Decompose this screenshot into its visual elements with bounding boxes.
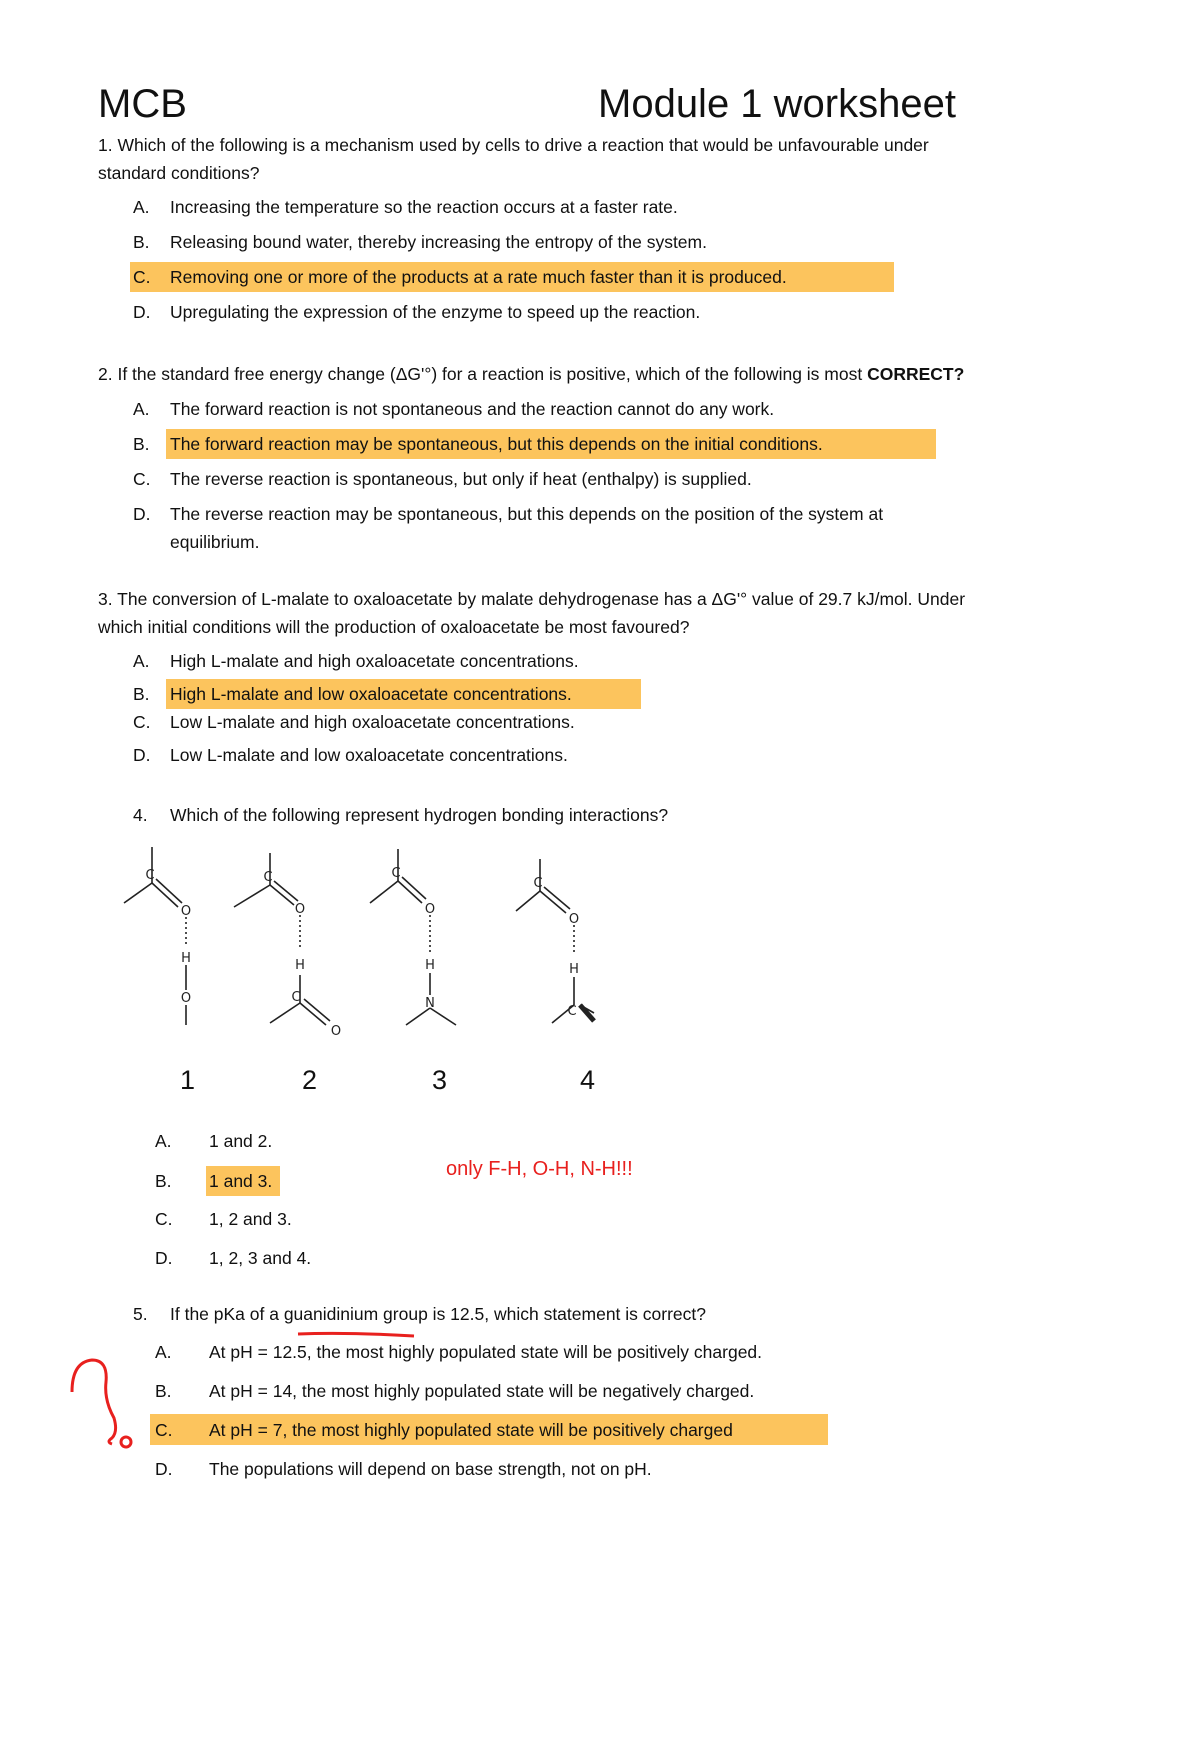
q4-text: 4. Which of the following represent hydrogen bonding interactions? <box>133 805 669 825</box>
q4-option-c: C. 1, 2 and 3. <box>155 1209 292 1229</box>
worksheet-title: Module 1 worksheet <box>598 82 956 126</box>
question-mark-annotation <box>62 1352 132 1452</box>
q5-text: 5. If the pKa of a guanidinium group is 12.5, which statement is correct? <box>133 1304 706 1324</box>
q5-option-a: A. At pH = 12.5, the most highly populated state will be positively charged. <box>155 1342 763 1362</box>
atom-o: O <box>180 991 192 1006</box>
q2-option-c: C. The reverse reaction is spontaneous, but only if heat (enthalpy) is supplied. <box>133 469 752 489</box>
q3-option-d: D. Low L-malate and low oxaloacetate concentrations. <box>133 745 568 765</box>
q1-option-a: A. Increasing the temperature so the reaction occurs at a faster rate. <box>133 197 678 217</box>
q2-text: 2. If the standard free energy change (ΔG'°) for a reaction is positive, which of the following is most CORRECT? <box>98 364 965 384</box>
q1-option-d: D. Upregulating the expression of the enzyme to speed up the reaction. <box>133 302 701 322</box>
q1-text-line2: standard conditions? <box>98 163 260 183</box>
q2-emphasis: CORRECT? <box>867 364 965 384</box>
atom-o: O <box>294 902 306 917</box>
structure-label-1: 1 <box>180 1065 196 1095</box>
atom-c: C <box>291 990 301 1005</box>
course-code: MCB <box>98 82 187 126</box>
structure-label-3: 3 <box>432 1065 448 1095</box>
atom-c: C <box>391 866 401 881</box>
q3-option-b: B. High L-malate and low oxaloacetate concentrations. <box>133 684 572 704</box>
atom-c: C <box>533 876 543 891</box>
atom-n: N <box>425 996 435 1011</box>
q2-option-d: D. The reverse reaction may be spontaneous, but this depends on the position of the system at <box>133 504 884 524</box>
handwritten-annotation: only F-H, O-H, N-H!!! <box>446 1158 633 1180</box>
q1-text-line1: 1. Which of the following is a mechanism used by cells to drive a reaction that would be unfavourable under <box>98 135 929 155</box>
atom-o: O <box>424 902 436 917</box>
q3-option-c: C. Low L-malate and high oxaloacetate concentrations. <box>133 712 575 732</box>
q2-option-b: B. The forward reaction may be spontaneous, but this depends on the initial conditions. <box>133 434 823 454</box>
atom-h: H <box>569 962 579 977</box>
atom-c: C <box>145 868 155 883</box>
atom-o: O <box>330 1024 342 1039</box>
q5-option-b: B. At pH = 14, the most highly populated state will be negatively charged. <box>155 1381 755 1401</box>
q2-option-a: A. The forward reaction is not spontaneous and the reaction cannot do any work. <box>133 399 775 419</box>
atom-o: O <box>180 904 192 919</box>
q1-option-b: B. Releasing bound water, thereby increasing the entropy of the system. <box>133 232 707 252</box>
q3-option-a: A. High L-malate and high oxaloacetate concentrations. <box>133 651 579 671</box>
atom-c: C <box>567 1004 577 1019</box>
q1-option-c: C. Removing one or more of the products at a rate much faster than it is produced. <box>133 267 787 287</box>
q4-option-a: A. 1 and 2. <box>155 1131 273 1151</box>
atom-h: H <box>181 951 191 966</box>
hydrogen-bond-structures <box>100 845 660 1045</box>
atom-h: H <box>425 958 435 973</box>
q3-text-line1: 3. The conversion of L-malate to oxaloacetate by malate dehydrogenase has a ΔG'° value of 29.7 kJ/mol. Under <box>98 589 966 609</box>
atom-c: C <box>263 870 273 885</box>
q2-option-d-continued: equilibrium. <box>170 532 260 552</box>
q5-option-c: C. At pH = 7, the most highly populated state will be positively charged <box>155 1420 733 1440</box>
atom-o: O <box>568 912 580 927</box>
q4-option-d: D. 1, 2, 3 and 4. <box>155 1248 312 1268</box>
atom-h: H <box>295 958 305 973</box>
structure-label-4: 4 <box>580 1065 596 1095</box>
q5-option-d: D. The populations will depend on base strength, not on pH. <box>155 1459 652 1479</box>
q3-text-line2: which initial conditions will the production of oxaloacetate be most favoured? <box>98 617 690 637</box>
structure-label-2: 2 <box>302 1065 318 1095</box>
q4-option-b: B. 1 and 3. <box>155 1171 273 1191</box>
